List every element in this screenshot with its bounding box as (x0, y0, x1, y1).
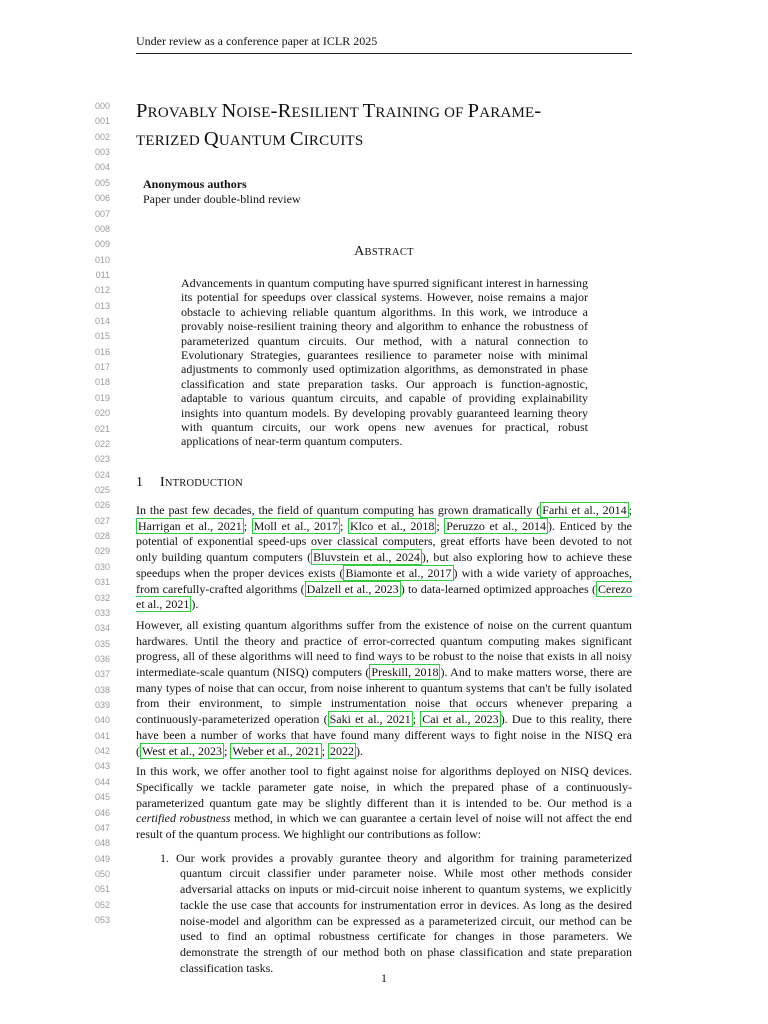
citation-link[interactable]: Weber et al., 2021 (232, 743, 320, 758)
citation-link[interactable]: Farhi et al., 2014 (542, 503, 627, 517)
line-number: 039 (94, 700, 110, 711)
line-number: 018 (94, 377, 110, 388)
citation-link[interactable]: West et al., 2023 (142, 743, 223, 758)
line-number: 047 (94, 822, 110, 833)
body-text (136, 503, 632, 976)
line-number: 051 (94, 884, 110, 895)
line-number: 007 (94, 208, 110, 219)
line-number: 031 (94, 577, 110, 588)
line-number: 035 (94, 638, 110, 649)
paragraph: However, all existing quantum algorithms suffer from the existence of noise on the current quantum hardwares. Until the theory and practice of error-corrected quantum computing makes significant progress, all of these algorithms will need to find ways to be robust to the noise that exists in all noisy intermediate-scale quantum (NISQ) computers ( Preskill, 2018 ). And to make matters worse, there are many types of noise that can occur, from noise inherent to quantum systems that can't be fully isolated from their environment, to simple instrumentation noise that occurs whenever preparing a continuously-parameterized operation ( Saki et al., 2021 ; Cai et al., 2023 ). Due to this reality, there have been a number of works that have found many different ways to fight noise in the NISQ era ( West et al., 2023 ; Weber et al., 2021 ; 2022 ). (136, 617, 633, 758)
line-number: 037 (94, 669, 110, 680)
authors-block (143, 177, 301, 207)
line-number: 048 (94, 838, 110, 849)
paper-title: PROVABLY NOISE-RESILIENT TRAINING OF PARAME- TERIZED QUANTUM CIRCUITS (136, 100, 542, 150)
line-number: 040 (94, 715, 110, 726)
line-number: 019 (94, 392, 110, 403)
line-number: 050 (94, 868, 110, 879)
line-number: 032 (94, 592, 110, 603)
line-number: 034 (94, 623, 110, 634)
line-number: 001 (94, 116, 110, 127)
paragraph: In this work, we offer another tool to fight against noise for algorithms deployed on NISQ devices. Specifically we tackle parameter gate noise, in which the prepared phase of a continuously-parameterized quantum gate may be slightly different than it is intended to be. Our method is a certified robustness method, in which we can guarantee a certain level of noise will not affect the end result of the quantum process. We highlight our contributions as follow: (136, 764, 632, 842)
citation-link[interactable]: Moll et al., 2017 (253, 518, 339, 533)
line-number: 045 (94, 792, 110, 803)
line-number: 002 (94, 131, 110, 142)
line-number: 020 (94, 408, 110, 419)
line-number: 013 (94, 300, 110, 311)
citation-link[interactable]: Saki et al., 2021 (329, 712, 411, 727)
line-number: 043 (94, 761, 110, 772)
line-number: 021 (94, 423, 110, 434)
citation-link[interactable]: Preskill, 2018 (371, 665, 439, 680)
line-number: 026 (94, 500, 110, 511)
citation-link[interactable]: Klco et al., 2018 (349, 518, 435, 533)
citation-link[interactable]: Dalzell et al., 2023 (306, 581, 399, 596)
running-header: Under review as a conference paper at ICLR 2025 (136, 34, 632, 54)
line-number: 042 (94, 746, 110, 757)
contributions-list (136, 851, 632, 977)
line-number: 046 (94, 807, 110, 818)
citation-link[interactable]: Cerezo et al., 2021 (136, 581, 633, 612)
line-number: 003 (94, 147, 110, 158)
page-number: 1 (381, 971, 387, 985)
line-number: 009 (94, 239, 110, 250)
line-number: 027 (94, 515, 110, 526)
line-number: 041 (94, 730, 110, 741)
line-number: 028 (94, 531, 110, 542)
line-number: 012 (94, 285, 110, 296)
citation-link[interactable]: Bluvstein et al., 2024 (313, 550, 420, 565)
line-number: 014 (94, 316, 110, 327)
line-number: 011 (95, 269, 110, 280)
review-note: Paper under double-blind review (143, 192, 301, 206)
line-number: 038 (94, 684, 110, 695)
citation-link[interactable]: Biamonte et al., 2017 (345, 565, 452, 580)
citation-link[interactable]: 2022 (330, 743, 355, 758)
line-number: 033 (94, 607, 110, 618)
line-number: 030 (94, 561, 110, 572)
author-name: Anonymous authors (143, 177, 247, 191)
line-number: 005 (94, 177, 110, 188)
line-number: 015 (94, 331, 110, 342)
citation-link[interactable]: Harrigan et al., 2021 (138, 518, 242, 533)
line-number: 008 (94, 223, 110, 234)
line-number: 025 (94, 484, 110, 495)
line-number: 036 (94, 653, 110, 664)
line-number: 049 (94, 853, 110, 864)
line-number: 029 (94, 546, 110, 557)
abstract-heading: ABSTRACT (354, 244, 414, 259)
list-item: 1. Our work provides a provably gurantee theory and algorithm for training parameterized quantum circuit classifier under parameter noise. While most other methods consider adversarial attacks on inputs or mid-circuit noise inherent to quantum systems, we explicitly tackle the use case that accounts for instrumentation error in devices. As long as the desired noise-model and algorithm can be expressed as a parameterized circuit, our method can be used to find an optimal robustness certificate for changes in those parameters. We demonstrate the strength of our method both on phase classification and state preparation classification tasks. (160, 850, 632, 975)
line-number: 017 (94, 362, 110, 373)
line-number: 044 (94, 776, 110, 787)
line-number: 053 (94, 915, 110, 926)
paragraph: In the past few decades, the field of quantum computing has grown dramatically ( Farhi et al., 2014 ; Harrigan et al., 2021 ; Moll et al., 2017 ; Klco et al., 2018 ; Peruzzo et al., 2014 ). Enticed by the potential of exponential speed-ups over classical computers, great efforts have been devoted to not only building quantum computers ( Bluvstein et al., 2024 ), but also exploring how to achieve these speedups when the proper devices exists ( Biamonte et al., 2017 ) with a wide variety of approaches, from carefully-crafted algorithms ( Dalzell et al., 2023 ) to data-learned optimized approaches ( Cerezo et al., 2021 ). (136, 503, 633, 612)
line-number: 006 (94, 193, 110, 204)
line-number: 022 (94, 438, 110, 449)
line-number: 024 (94, 469, 110, 480)
line-number: 016 (94, 346, 110, 357)
line-number: 000 (94, 101, 110, 111)
citation-link[interactable]: Peruzzo et al., 2014 (446, 518, 546, 533)
section-heading: 1 INTRODUCTION (136, 475, 243, 490)
line-number: 004 (94, 162, 110, 173)
line-number: 052 (94, 899, 110, 910)
line-number: 023 (94, 454, 110, 465)
line-numbers (78, 99, 110, 928)
line-number: 010 (94, 254, 110, 265)
abstract-text: Advancements in quantum computing have spurred significant interest in harnessing its potential for speedups over classical systems. However, noise remains a major obstacle to achieving reliable quantum algorithms. In this work, we introduce a provably noise-resilient training theory and algorithm to enhance the robustness of parameterized quantum circuits. Our method, with a natural connection to Evolutionary Strategies, guarantees resilience to parameter noise with minimal adjustments to commonly used optimization algorithms, as demonstrated in phase classification and state preparation tasks. Our approach is function-agnostic, adaptable to various quantum circuits, and capable of providing explainability insights into quantum models. By developing provably guaranteed learning theory with quantum circuits, our work opens new avenues for practical, robust applications of near-term quantum computers. (181, 276, 588, 449)
citation-link[interactable]: Cai et al., 2023 (422, 712, 499, 727)
